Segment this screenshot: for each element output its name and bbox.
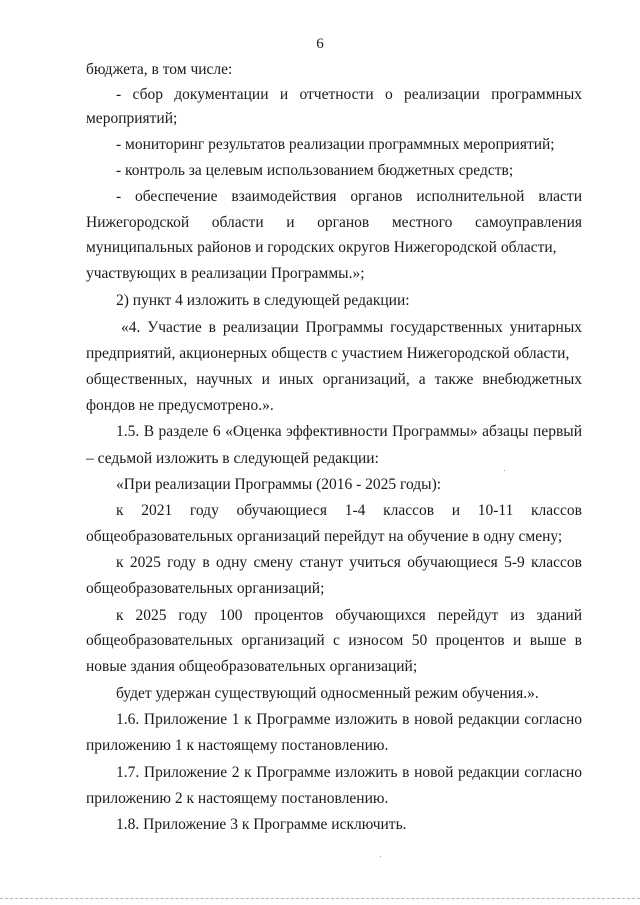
text-line: фондов не предусмотрено.». (86, 397, 274, 414)
text-line: - сбор документации и отчетности о реализации программных (116, 86, 582, 103)
text-line: предприятий, акционерных обществ с участием Нижегородской области, (86, 345, 570, 362)
text-line: муниципальных районов и городских округов Нижегородской области, (86, 239, 557, 256)
text-line: «4. Участие в реализации Программы государственных унитарных (121, 319, 582, 336)
text-line: к 2025 году 100 процентов обучающихся перейдут из зданий (116, 607, 582, 624)
text-line: 1.7. Приложение 2 к Программе изложить в новой редакции согласно (116, 764, 582, 781)
text-line: общественных, научных и иных организаций, а также внебюджетных (86, 371, 582, 388)
text-line: - контроль за целевым использованием бюджетных средств; (116, 162, 514, 179)
scan-speck (504, 470, 505, 471)
text-line: 1.6. Приложение 1 к Программе изложить в новой редакции согласно (116, 711, 582, 728)
text-line: приложению 1 к настоящему постановлению. (86, 737, 389, 754)
text-line: приложению 2 к настоящему постановлению. (86, 790, 389, 807)
text-line: 1.8. Приложение 3 к Программе исключить. (116, 816, 407, 833)
text-line: - мониторинг результатов реализации программных мероприятий; (116, 136, 555, 153)
text-line: - обеспечение взаимодействия органов исполнительной власти (116, 188, 582, 205)
text-line: мероприятий; (86, 110, 178, 127)
text-line: общеобразовательных организаций; (86, 580, 325, 597)
text-line: участвующих в реализации Программы.»; (86, 265, 365, 282)
text-line: «При реализации Программы (2016 - 2025 годы): (116, 476, 442, 493)
scan-speck (380, 856, 381, 857)
text-line: будет удержан существующий односменный режим обучения.». (116, 685, 539, 702)
text-line: новые здания общеобразовательных организаций; (86, 658, 418, 675)
text-line: 2) пункт 4 изложить в следующей редакции: (116, 292, 410, 309)
text-line: к 2021 году обучающиеся 1-4 классов и 10-11 классов (116, 502, 582, 519)
page-number: 6 (316, 36, 324, 52)
text-line: – седьмой изложить в следующей редакции: (86, 450, 379, 467)
text-line: бюджета, в том числе: (86, 61, 233, 78)
scan-edge-line (0, 898, 640, 900)
text-line: 1.5. В разделе 6 «Оценка эффективности Программы» абзацы первый (116, 423, 582, 440)
text-line: к 2025 году в одну смену станут учиться обучающиеся 5-9 классов (116, 554, 582, 571)
text-line: общеобразовательных организаций с износом 50 процентов и выше в (86, 632, 582, 649)
text-line: общеобразовательных организаций перейдут на обучение в одну смену; (86, 528, 563, 545)
text-line: Нижегородской области и органов местного самоуправления (86, 214, 582, 231)
